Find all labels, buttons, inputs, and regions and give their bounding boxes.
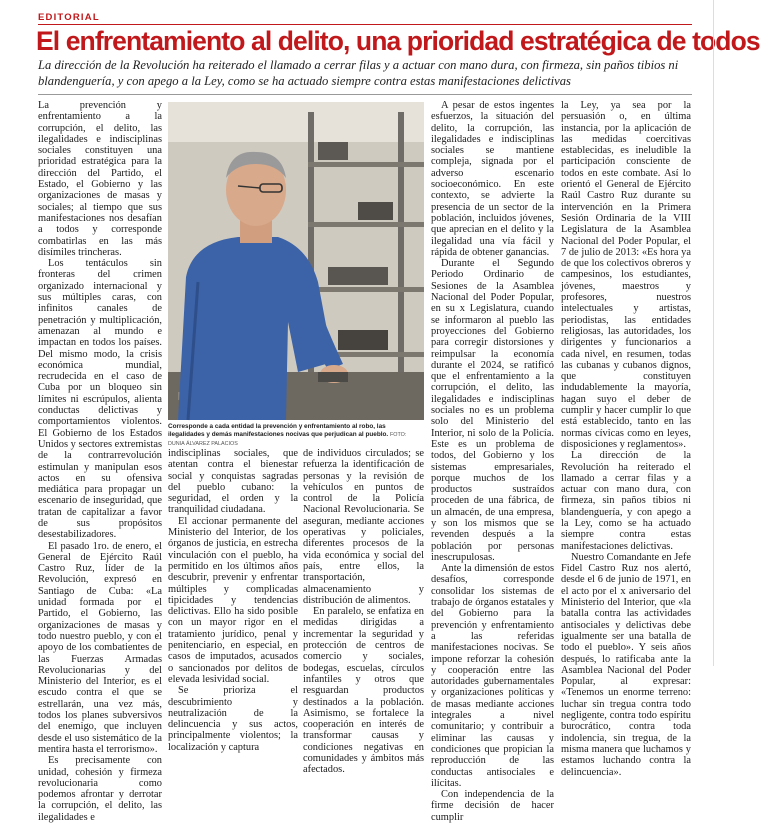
paragraph: Ante la dimensión de estos desafíos, corresponde consolidar los sistemas de trabajo de órganos estatales y del Gobierno para la prevención y enfrentamiento a las referidas manifestaciones nocivas. Se impone reforzar la cohesión y cooperación entre las autoridades gubernamentales y organizaciones políticas y de masas mediante acciones integrales a nivel comunitario; y contribuir a eliminar las causas y condiciones que propician la reproducción de las conductas antisociales e ilícitas. — [431, 563, 554, 789]
paragraph: Se prioriza el descubrimiento y neutralización de la delincuencia y sus actos, principalmente violentos; la localización y captura — [168, 685, 298, 753]
paragraph: A pesar de estos ingentes esfuerzos, la situación del delito, la corrupción, las ilegalidades e indisciplinas sociales se mantiene compleja, signada por el adverso escenario socioeconómico. En este contexto, se advierte la presencia de un sector de la población, incluidos jóvenes, que aprecian en el delito y la ilegalidad una vía fácil y rápida de obtener ganancias. — [431, 100, 554, 258]
photo-credit: FOTO: DUNIA ÁLVAREZ PALACIOS — [168, 432, 407, 447]
paragraph: indisciplinas sociales, que atentan contra el bienestar social y conquistas sagradas del pueblo cubano: la seguridad, el orden y la tranquilidad ciudadana. — [168, 448, 298, 516]
caption-text: Corresponde a cada entidad la prevención y enfrentamiento al robo, las ilegalidades y demás manifestaciones nocivas que perjudican al pueblo. — [168, 423, 389, 439]
paragraph: de individuos circulados; se refuerza la identificación de personas y la revisión de vehículos en puntos de control de la Policía Nacional Revolucionaria. Se aseguran, mediante acciones operativas y policiales, diferentes procesos de la vida económica y social del país, entre ellos, la transportación, almacenamiento y distribución de alimentos. — [303, 448, 424, 606]
article-photo — [168, 102, 424, 420]
paragraph: Es precisamente con unidad, cohesión y firmeza revolucionaria como podemos afrontar y derrotar la corrupción, el delito, las ilegalidades e — [38, 755, 162, 823]
deck-summary: La dirección de la Revolución ha reiterado el llamado a cerrar filas y a actuar con mano dura, con firmeza, sin paños tibios ni blandenguería, y con apego a la Ley, como se ha actuado siempre contra estas manifestaciones delictivas — [38, 58, 679, 88]
paragraph: El pasado 1ro. de enero, el General de Ejército Raúl Castro Ruz, líder de la Revolución, expresó en Santiago de Cuba: «La unidad formada por el Partido, el Gobierno, las organizaciones de masas y todo nuestro pueblo, y con el apoyo de los combatientes de las Fuerzas Armadas Revolucionarias y del Ministerio del Interior, es el escudo contra el que se estrellarán, una vez más, todos los planes subversivos del enemigo, que incluyen desde el uso sistemático de la mentira hasta el terrorismo». — [38, 540, 162, 755]
paragraph: Nuestro Comandante en Jefe Fidel Castro Ruz nos alertó, desde el 6 de junio de 1971, en el acto por el x aniversario del Ministerio del Interior, que «la batalla contra las actividades antisociales y delictivas debe igualmente ser una batalla de todo el pueblo». Y seis años después, lo ratificaba ante la Asamblea Nacional del Poder Popular, al expresar: «Tenemos un enorme terreno: luchar sin tregua contra todo negligente, contra todo espíritu burocrático, contra toda indolencia, sin tregua, de la misma manera que luchamos y estamos luchando contra la delincuencia». — [561, 551, 691, 778]
paragraph: Durante el Segundo Periodo Ordinario de Sesiones de la Asamblea Nacional del Poder Popular, en su x Legislatura, cuando se informaron al pueblo las proyecciones del Gobierno para corregir distorsiones y reimpulsar la economía durante el 2024, se ratificó que el enfrentamiento a la corrupción, el delito, las ilegalidades e indisciplinas sociales no es un problema solo del Ministerio del Interior, ni solo de la Policía. Este es un problema de todos, del Gobierno y los sistemas empresariales, porque muchos de los productos sustraídos proceden de una fábrica, de un almacén, de una empresa, y son los mismos que se revenden después a la población por personas inescrupulosas. — [431, 258, 554, 563]
paragraph: En paralelo, se enfatiza en medidas dirigidas a incrementar la seguridad y protección de centros de comercio y sociales, bodegas, escuelas, círculos infantiles y otros que resguardan productos destinados a la población. Asimismo, se fortalece la cooperación en interés de transformar causas y condiciones negativas en comunidades y ámbitos más afectados. — [303, 606, 424, 776]
headline: El enfrentamiento al delito, una prioridad estratégica de todos — [36, 26, 760, 56]
paragraph: La prevención y enfrentamiento a la corrupción, el delito, las ilegalidades e indisciplinas sociales constituyen una prioridad estratégica para la dirección del Partido, el Estado, el Gobierno y las organizaciones de masas y sociales; al tiempo que sus manifestaciones nos desafían a todos y corresponde combatirlas en las más disímiles trincheras. — [38, 100, 162, 258]
article-column-5 — [561, 100, 691, 778]
photo-man-in-warehouse — [168, 102, 424, 420]
paragraph: El accionar permanente del Ministerio del Interior, de los órganos de justicia, en estrecha vinculación con el pueblo, ha permitido en los últimos años descubrir, prevenir y enfrentar múltiples y complicadas tipicidades y tendencias delictivas. Ello ha sido posible con un mayor rigor en el tratamiento jurídico, penal y penitenciario, en especial, en casos de imputados, acusados o sancionados por delitos de elevada lesividad social. — [168, 515, 298, 685]
paragraph: la Ley, ya sea por la persuasión o, en última instancia, por la aplicación de las medidas coercitivas establecidas, es ineludible la participación consciente de todos en este combate. Así lo orientó el General de Ejército Raúl Castro Ruz durante su intervención en la Primera Sesión Ordinaria de la VIII Legislatura de la Asamblea Nacional del Poder Popular, el 7 de julio de 2013: «Es hora ya de que los colectivos obreros y campesinos, los estudiantes, jóvenes, maestros y profesores, nuestros intelectuales y artistas, periodistas, las entidades religiosas, las autoridades, los dirigentes y funcionarios a cada nivel, en resumen, todas las cubanas y cubanos dignos, que constituyen indudablemente la mayoría, hagan suyo el deber de cumplir y hacer cumplir lo que está establecido, tanto en las normas cívicas como en leyes, disposiciones y reglamentos». — [561, 100, 691, 450]
page-edge-rule — [713, 0, 714, 666]
section-label: EDITORIAL — [38, 12, 100, 23]
paragraph: Los tentáculos sin fronteras del crimen organizado internacional y sus múltiples caras, con infinitos canales de penetración y multiplicación, amenazan al mundo e impactan en todos los países. Del mismo modo, la crisis económica mundial, recrudecida en el caso de Cuba por un bloqueo sin límites ni escrúpulos, alienta conductas delictivas y comportamientos violentos. El Gobierno de los Estados Unidos y sectores extremistas de la contrarrevolución estimulan y manipulan esos actos en su ofensiva mediática para propagar un escenario de inseguridad, que tratan de capitalizar a favor de sus propósitos desestabilizadores. — [38, 258, 162, 541]
article-column-2 — [168, 448, 298, 753]
article-column-3 — [303, 448, 424, 776]
article-column-4 — [431, 100, 554, 823]
paragraph: La dirección de la Revolución ha reiterado el llamado a cerrar filas y a actuar con mano dura, con firmeza, sin paños tibios ni blandenguería, y con apego a la Ley, como se ha actuado siempre contra estas manifestaciones delictivas. — [561, 450, 691, 552]
paragraph: Con independencia de la firme decisión de hacer cumplir — [431, 789, 554, 823]
deck-rule — [38, 94, 692, 95]
photo-caption — [168, 423, 424, 448]
section-rule — [38, 24, 692, 25]
article-column-1 — [38, 100, 162, 823]
